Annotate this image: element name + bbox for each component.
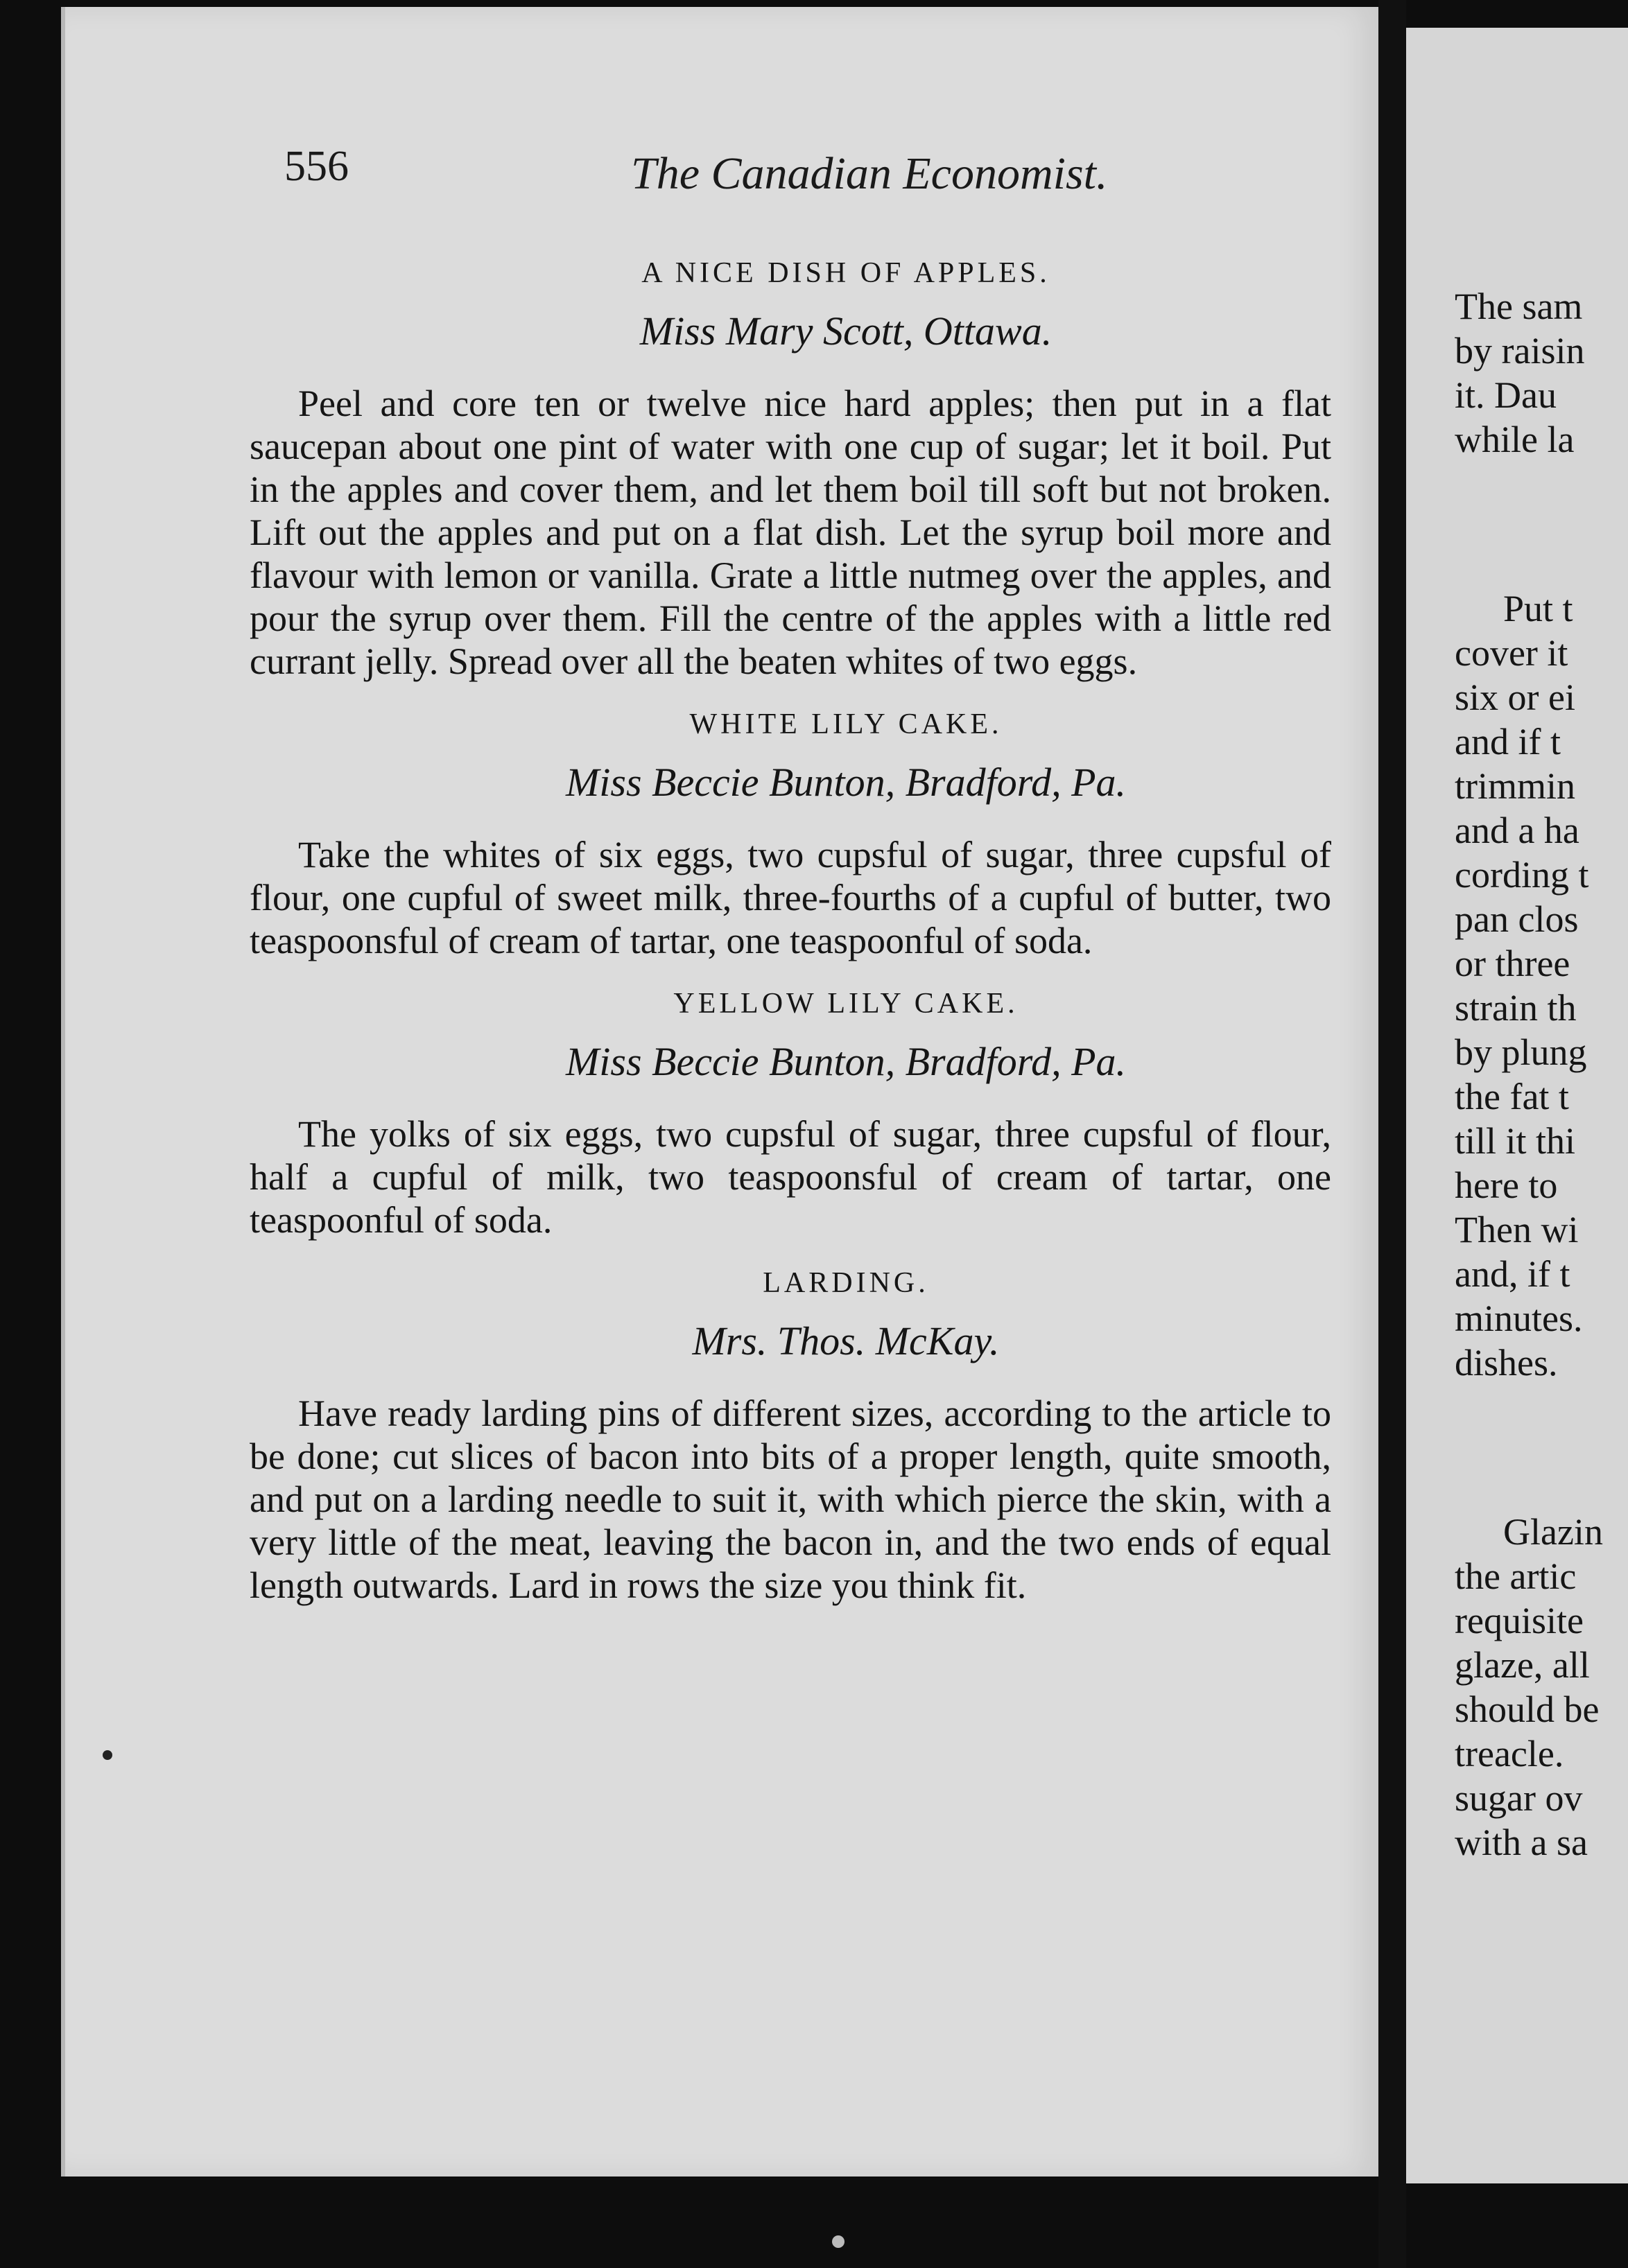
recipe-author: Miss Beccie Bunton, Bradford, Pa. [565, 760, 1127, 805]
ink-speck [832, 2235, 845, 2248]
right-line: pan clos [1455, 898, 1579, 940]
right-line: with a sa [1455, 1822, 1588, 1863]
right-line: it. Dau [1455, 374, 1557, 416]
right-line: Glazin [1503, 1511, 1603, 1553]
right-line: till it thi [1455, 1120, 1576, 1162]
recipe-body: The yolks of six eggs, two cupsful of sugar, three cupsful of flour, half a cupful of milk, two teaspoonsful of cream of tartar, one teaspoonful of soda. [250, 1113, 1331, 1241]
right-line: cording t [1455, 854, 1589, 896]
right-line: and, if t [1455, 1253, 1570, 1295]
right-line: while la [1455, 419, 1575, 460]
ink-speck [103, 1750, 112, 1760]
right-line: minutes. [1455, 1298, 1583, 1339]
right-line: glaze, all [1455, 1644, 1590, 1686]
recipe-body: Peel and core ten or twelve nice hard apples; then put in a flat saucepan about one pint of water with one cup of sugar; let it boil. Put in the apples and cover them, and let them boil till soft but not broken. Lift out the apples and put on a flat dish. Let the syrup boil more and flavour with lemon or vanilla. Grate a little nutmeg over the apples, and pour the syrup over them. Fill the centre of the apples with a little red currant jelly. Spread over all the beaten whites of two eggs. [250, 383, 1331, 682]
running-title: The Canadian Economist. [631, 148, 1108, 199]
page-header [284, 142, 1186, 204]
right-line: trimmin [1455, 765, 1575, 807]
right-line: Put t [1503, 588, 1573, 629]
right-line: cover it [1455, 632, 1568, 674]
right-line: and if t [1455, 721, 1561, 762]
recipe-white-lily-cake [250, 708, 1359, 962]
recipe-title: A NICE DISH OF APPLES. [641, 257, 1050, 289]
recipe-column [250, 256, 1359, 1632]
recipe-body: Have ready larding pins of different sizes, according to the article to be done; cut slices of bacon into bits of a proper length, quite smooth, and put on a larding needle to suit it, with which pierce the skin, with a very little of the meat, leaving the bacon in, and the two ends of equal length outwards. Lard in rows the size you think fit. [250, 1393, 1331, 1606]
right-line: and a ha [1455, 810, 1579, 851]
right-line: the artic [1455, 1555, 1577, 1597]
right-line: The sam [1455, 286, 1583, 327]
recipe-title: YELLOW LILY CAKE. [673, 988, 1019, 1020]
recipe-title: LARDING. [763, 1267, 929, 1299]
right-block-3 [1455, 1510, 1628, 1865]
book-gutter [1378, 0, 1406, 2268]
right-block-2 [1455, 586, 1628, 1385]
right-page-text [1455, 284, 1628, 1865]
recipe-apples [250, 256, 1359, 683]
right-line: strain th [1455, 987, 1577, 1029]
recipe-larding [250, 1266, 1359, 1607]
right-line: or three [1455, 943, 1570, 984]
right-line: six or ei [1455, 677, 1575, 718]
right-line: Then wi [1455, 1209, 1579, 1250]
recipe-author: Mrs. Thos. McKay. [692, 1318, 1000, 1363]
right-line: here to [1455, 1164, 1558, 1206]
right-line: by raisin [1455, 330, 1585, 372]
right-line: treacle. [1455, 1733, 1564, 1774]
right-line: dishes. [1455, 1342, 1558, 1384]
recipe-body: Take the whites of six eggs, two cupsful of sugar, three cupsful of flour, one cupful of sweet milk, three-fourths of a cupful of butter, two teaspoonsful of cream of tartar, one teaspoonful of soda. [250, 834, 1331, 961]
right-block-1 [1455, 284, 1628, 462]
recipe-author: Miss Beccie Bunton, Bradford, Pa. [565, 1039, 1127, 1084]
right-line: by plung [1455, 1031, 1587, 1073]
right-line: sugar ov [1455, 1777, 1583, 1819]
right-line: requisite [1455, 1600, 1584, 1641]
recipe-yellow-lily-cake [250, 987, 1359, 1241]
page-number: 556 [284, 143, 349, 190]
right-line: the fat t [1455, 1076, 1569, 1117]
recipe-title: WHITE LILY CAKE. [689, 708, 1003, 740]
right-line: should be [1455, 1689, 1600, 1730]
recipe-author: Miss Mary Scott, Ottawa. [639, 308, 1053, 354]
